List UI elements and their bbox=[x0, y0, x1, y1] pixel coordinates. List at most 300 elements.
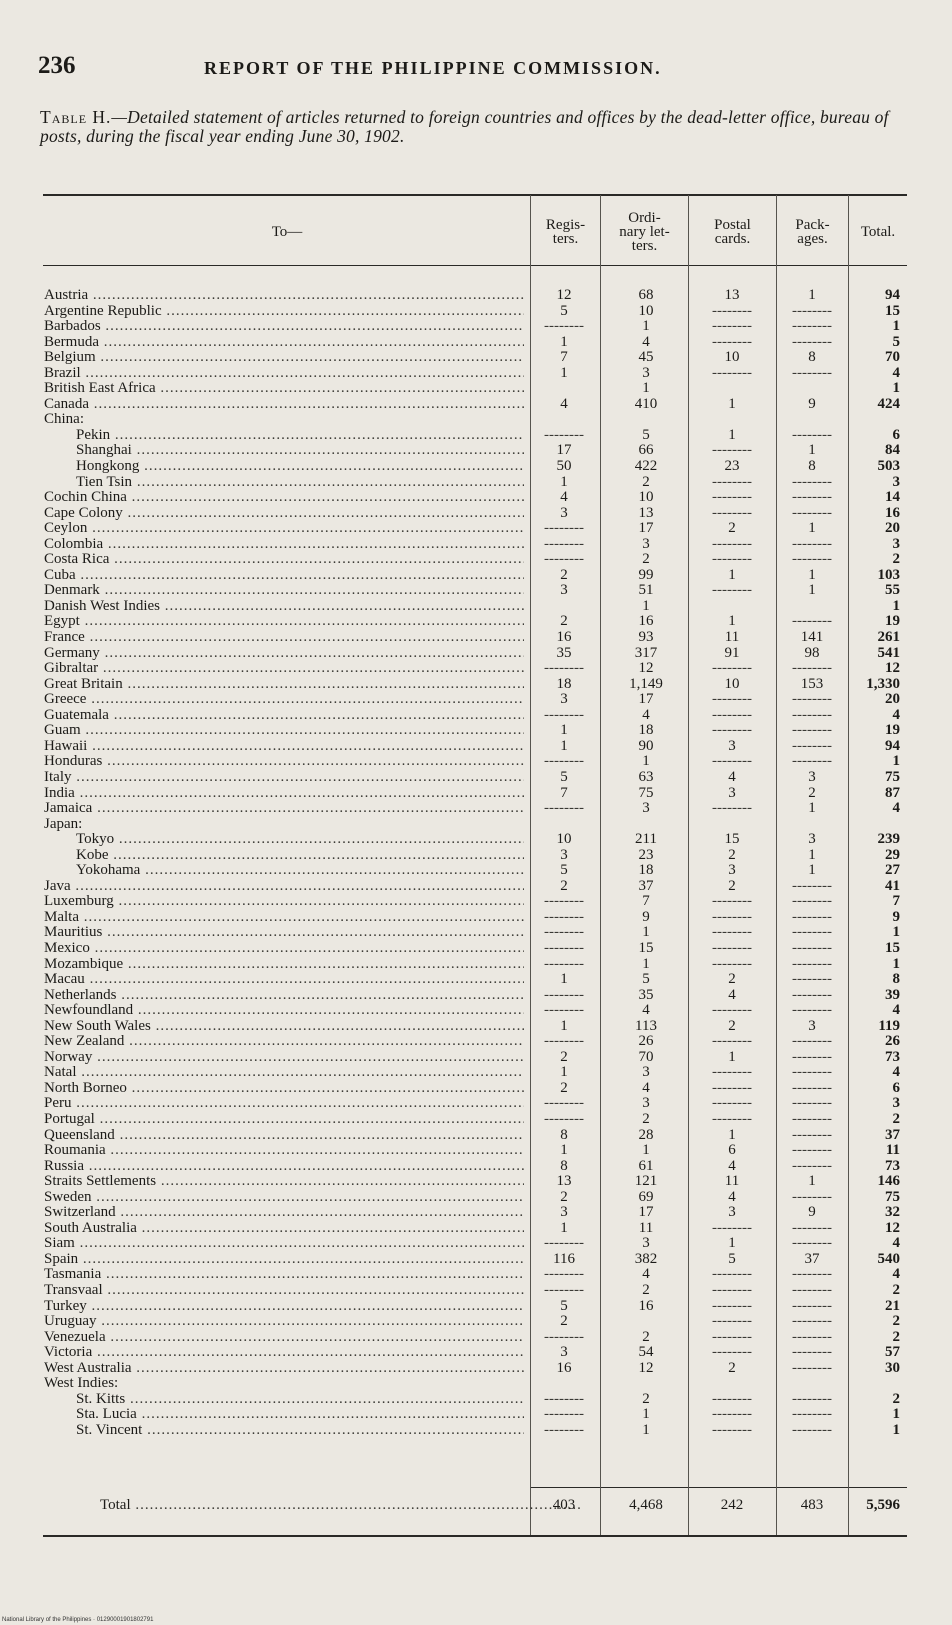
postal-cards-cell: 1 bbox=[728, 613, 736, 630]
packages-cell: 37 bbox=[804, 1250, 820, 1267]
country-label: Barbados ..... bbox=[44, 319, 524, 334]
registers-cell: 3 bbox=[560, 582, 568, 599]
country-label: Luxemburg ..... bbox=[44, 894, 524, 909]
registers-cell: 50 bbox=[556, 458, 572, 475]
ordinary-letters-cell: 17 bbox=[638, 520, 654, 537]
registers-cell: 13 bbox=[556, 1173, 572, 1190]
ordinary-letters-cell: 4 bbox=[642, 706, 650, 723]
registers-cell: 8 bbox=[560, 1126, 568, 1143]
country-label: Cochin China ..... bbox=[44, 490, 524, 505]
table-row bbox=[44, 739, 908, 755]
table-row bbox=[44, 1143, 908, 1159]
total-cell: 1 bbox=[892, 924, 900, 941]
table-row bbox=[44, 1190, 908, 1206]
country-label: Siam ..... bbox=[44, 1236, 524, 1251]
packages-cell: 3 bbox=[808, 1017, 816, 1034]
country-label: Greece ..... bbox=[44, 692, 524, 707]
packages-cell bbox=[776, 1128, 848, 1143]
country-label: Great Britain ..... bbox=[44, 677, 524, 692]
country-label: Spain ..... bbox=[44, 1252, 524, 1267]
registers-cell: 1 bbox=[560, 1142, 568, 1159]
table-row bbox=[44, 646, 908, 662]
registers-cell: 1 bbox=[560, 1017, 568, 1034]
table-row bbox=[44, 677, 908, 693]
ordinary-letters-cell: 45 bbox=[638, 349, 654, 366]
postal-cards-cell bbox=[692, 1283, 772, 1298]
ordinary-letters-cell: 211 bbox=[635, 831, 657, 848]
ordinary-letters-cell: 7 bbox=[642, 893, 650, 910]
country-label: South Australia ..... bbox=[44, 1221, 524, 1236]
postal-cards-cell: 6 bbox=[728, 1142, 736, 1159]
packages-cell: 1 bbox=[808, 800, 816, 817]
postal-cards-cell: 2 bbox=[728, 520, 736, 537]
country-label: West Australia ..... bbox=[44, 1361, 524, 1376]
ordinary-letters-cell: 2 bbox=[642, 1328, 650, 1345]
table-row bbox=[44, 583, 908, 599]
registers-cell: 1 bbox=[560, 1219, 568, 1236]
postal-cards-cell bbox=[692, 941, 772, 956]
table-caption bbox=[40, 108, 920, 146]
postal-cards-cell: 1 bbox=[728, 395, 736, 412]
packages-cell bbox=[776, 910, 848, 925]
registers-cell: 4 bbox=[560, 489, 568, 506]
ordinary-letters-cell: 2 bbox=[642, 473, 650, 490]
postal-cards-cell bbox=[692, 1096, 772, 1111]
total-cell: 3 bbox=[892, 535, 900, 552]
table-row bbox=[44, 304, 908, 320]
packages-cell bbox=[776, 1361, 848, 1376]
postal-cards-cell bbox=[692, 475, 772, 490]
total-cell: 146 bbox=[877, 1173, 900, 1190]
registers-cell bbox=[532, 754, 596, 769]
total-cell: 119 bbox=[878, 1017, 900, 1034]
ordinary-letters-cell: 4 bbox=[642, 1079, 650, 1096]
packages-cell bbox=[776, 506, 848, 521]
postal-cards-cell bbox=[692, 1034, 772, 1049]
country-label: North Borneo ..... bbox=[44, 1081, 524, 1096]
registers-cell bbox=[532, 1392, 596, 1407]
registers-cell: 12 bbox=[556, 287, 572, 303]
ordinary-letters-cell: 23 bbox=[638, 846, 654, 863]
total-cell: 503 bbox=[877, 458, 900, 475]
country-label: India ..... bbox=[44, 786, 524, 801]
ordinary-letters-cell: 2 bbox=[642, 551, 650, 568]
total-cell: 7 bbox=[892, 893, 900, 910]
total-cell: 19 bbox=[885, 722, 900, 739]
group-heading: Japan: bbox=[44, 816, 83, 832]
registers-cell: 18 bbox=[556, 675, 572, 692]
table-bottom-rule bbox=[43, 1535, 907, 1537]
total-cell: 19 bbox=[885, 613, 900, 630]
running-head: REPORT OF THE PHILIPPINE COMMISSION. bbox=[204, 58, 662, 78]
ordinary-letters-cell: 1 bbox=[642, 924, 650, 941]
total-grand: 5,596 bbox=[866, 1497, 900, 1513]
total-cell: 2 bbox=[892, 1328, 900, 1345]
country-label: Guatemala ..... bbox=[44, 708, 524, 723]
country-label: Peru ..... bbox=[44, 1096, 524, 1111]
table-row bbox=[44, 770, 908, 786]
postal-cards-cell bbox=[692, 1081, 772, 1096]
country-label: Cuba ..... bbox=[44, 568, 524, 583]
table-row bbox=[44, 381, 908, 397]
registers-cell: 2 bbox=[560, 1079, 568, 1096]
total-cell: 20 bbox=[885, 520, 900, 537]
ordinary-letters-cell: 1 bbox=[642, 318, 650, 335]
registers-cell: 35 bbox=[556, 644, 572, 661]
postal-cards-cell: 2 bbox=[728, 1017, 736, 1034]
group-heading: China: bbox=[44, 412, 84, 428]
total-cell: 9 bbox=[892, 908, 900, 925]
country-label: Tien Tsin ..... bbox=[76, 475, 524, 490]
registers-cell: 2 bbox=[560, 1313, 568, 1330]
table-row bbox=[44, 397, 908, 413]
table-row bbox=[44, 614, 908, 630]
table-row bbox=[44, 350, 908, 366]
packages-cell: 1 bbox=[808, 287, 816, 303]
ordinary-letters-cell: 3 bbox=[642, 1235, 650, 1252]
postal-cards-cell: 10 bbox=[724, 349, 740, 366]
ordinary-letters-cell: 93 bbox=[638, 629, 654, 646]
country-label: Macau ..... bbox=[44, 972, 524, 987]
scan-credit: National Library of the Philippines · 01290001901802791 bbox=[2, 1617, 154, 1623]
registers-cell bbox=[532, 1034, 596, 1049]
country-label: Costa Rica ..... bbox=[44, 552, 524, 567]
postal-cards-cell: 10 bbox=[724, 675, 740, 692]
table-row bbox=[44, 475, 908, 491]
country-label: Norway ..... bbox=[44, 1050, 524, 1065]
ordinary-letters-cell: 35 bbox=[638, 986, 654, 1003]
ordinary-letters-cell: 13 bbox=[638, 504, 654, 521]
packages-cell bbox=[776, 1081, 848, 1096]
postal-cards-cell: 2 bbox=[728, 1359, 736, 1376]
packages-cell bbox=[776, 552, 848, 567]
table-row bbox=[44, 459, 908, 475]
country-label: Austria ..... bbox=[44, 288, 524, 303]
packages-cell bbox=[776, 957, 848, 972]
group-heading: West Indies: bbox=[44, 1376, 119, 1392]
ordinary-letters-cell: 11 bbox=[638, 1219, 654, 1236]
total-cell: 2 bbox=[892, 1390, 900, 1407]
total-ordinary-letters: 4,468 bbox=[629, 1497, 663, 1513]
total-packages: 483 bbox=[800, 1497, 824, 1513]
packages-cell bbox=[776, 1143, 848, 1158]
country-label: Danish West Indies ..... bbox=[44, 599, 524, 614]
packages-cell bbox=[776, 475, 848, 490]
ordinary-letters-cell: 66 bbox=[638, 442, 654, 459]
country-label: Malta ..... bbox=[44, 910, 524, 925]
registers-cell: 1 bbox=[560, 1064, 568, 1081]
total-cell: 87 bbox=[885, 784, 900, 801]
registers-cell bbox=[532, 1267, 596, 1282]
postal-cards-cell bbox=[692, 506, 772, 521]
postal-cards-cell: 1 bbox=[728, 1048, 736, 1065]
country-label: Gibraltar ..... bbox=[44, 661, 524, 676]
registers-cell: 10 bbox=[556, 831, 572, 848]
packages-cell bbox=[776, 1267, 848, 1282]
packages-cell bbox=[776, 941, 848, 956]
packages-cell: 98 bbox=[804, 644, 820, 661]
packages-cell: 9 bbox=[808, 1204, 816, 1221]
ordinary-letters-cell: 10 bbox=[638, 302, 654, 319]
ordinary-letters-cell: 15 bbox=[638, 939, 654, 956]
registers-cell: 17 bbox=[556, 442, 572, 459]
ordinary-letters-cell: 2 bbox=[642, 1390, 650, 1407]
postal-cards-cell bbox=[692, 692, 772, 707]
registers-cell: 3 bbox=[560, 504, 568, 521]
postal-cards-cell: 3 bbox=[728, 737, 736, 754]
total-cell: 424 bbox=[877, 395, 900, 412]
ordinary-letters-cell: 121 bbox=[634, 1173, 658, 1190]
registers-cell: 2 bbox=[560, 566, 568, 583]
registers-cell bbox=[532, 894, 596, 909]
postal-cards-cell bbox=[692, 490, 772, 505]
total-cell: 21 bbox=[885, 1297, 900, 1314]
country-label: Canada ..... bbox=[44, 397, 524, 412]
country-label: Bermuda ..... bbox=[44, 335, 524, 350]
registers-cell bbox=[532, 925, 596, 940]
table-row bbox=[44, 1159, 908, 1175]
table-row bbox=[44, 1019, 908, 1035]
registers-cell: 3 bbox=[560, 1344, 568, 1361]
table-row bbox=[44, 568, 908, 584]
total-cell: 84 bbox=[885, 442, 900, 459]
registers-cell bbox=[532, 552, 596, 567]
table-row bbox=[44, 786, 908, 802]
postal-cards-cell: 11 bbox=[724, 1173, 740, 1190]
registers-cell: 16 bbox=[556, 1359, 572, 1376]
postal-cards-cell bbox=[692, 910, 772, 925]
postal-cards-cell: 2 bbox=[728, 971, 736, 988]
table-row bbox=[44, 1112, 908, 1128]
total-cell: 4 bbox=[892, 800, 900, 817]
postal-cards-cell bbox=[692, 1345, 772, 1360]
total-cell: 4 bbox=[892, 364, 900, 381]
table-row bbox=[44, 537, 908, 553]
country-label: Turkey ..... bbox=[44, 1299, 524, 1314]
column-header-ordinary-letters: Ordi- nary let- ters. bbox=[619, 210, 670, 254]
country-label: Belgium ..... bbox=[44, 350, 524, 365]
total-cell: 1 bbox=[892, 753, 900, 770]
total-cell: 41 bbox=[885, 877, 900, 894]
packages-cell bbox=[776, 1392, 848, 1407]
table-row bbox=[44, 972, 908, 988]
total-cell: 15 bbox=[885, 939, 900, 956]
registers-cell: 4 bbox=[560, 395, 568, 412]
country-label: Argentine Republic ..... bbox=[44, 304, 524, 319]
packages-cell bbox=[776, 972, 848, 987]
ordinary-letters-cell: 410 bbox=[634, 395, 658, 412]
registers-cell bbox=[532, 1003, 596, 1018]
registers-cell: 3 bbox=[560, 1204, 568, 1221]
postal-cards-cell: 4 bbox=[728, 986, 736, 1003]
registers-cell: 1 bbox=[560, 722, 568, 739]
country-label: Italy ..... bbox=[44, 770, 524, 785]
registers-cell: 3 bbox=[560, 691, 568, 708]
total-cell: 540 bbox=[877, 1250, 900, 1267]
postal-cards-cell: 1 bbox=[728, 1126, 736, 1143]
caption-label: Table H. bbox=[40, 107, 112, 127]
postal-cards-cell bbox=[692, 537, 772, 552]
total-cell: 30 bbox=[885, 1359, 900, 1376]
packages-cell bbox=[776, 723, 848, 738]
table-row bbox=[44, 941, 908, 957]
total-cell: 1 bbox=[892, 318, 900, 335]
registers-cell bbox=[532, 1096, 596, 1111]
country-label: Germany ..... bbox=[44, 646, 524, 661]
total-separator bbox=[530, 1487, 907, 1488]
total-cell: 29 bbox=[885, 846, 900, 863]
total-cell: 16 bbox=[885, 504, 900, 521]
ordinary-letters-cell: 1 bbox=[642, 1421, 650, 1438]
packages-cell: 153 bbox=[800, 675, 824, 692]
country-label: Transvaal ..... bbox=[44, 1283, 524, 1298]
total-cell: 4 bbox=[892, 1002, 900, 1019]
total-cell: 27 bbox=[885, 862, 900, 879]
packages-cell bbox=[776, 739, 848, 754]
ordinary-letters-cell: 17 bbox=[638, 691, 654, 708]
packages-cell: 1 bbox=[808, 520, 816, 537]
postal-cards-cell: 23 bbox=[724, 458, 740, 475]
table-row bbox=[44, 1330, 908, 1346]
total-postal-cards: 242 bbox=[720, 1497, 744, 1513]
total-cell: 75 bbox=[885, 768, 900, 785]
total-cell: 15 bbox=[885, 302, 900, 319]
packages-cell bbox=[776, 614, 848, 629]
total-cell: 239 bbox=[877, 831, 900, 848]
table-row bbox=[44, 1283, 908, 1299]
packages-cell bbox=[776, 754, 848, 769]
total-cell: 5 bbox=[892, 333, 900, 350]
ordinary-letters-cell: 113 bbox=[635, 1017, 657, 1034]
ordinary-letters-cell: 1 bbox=[642, 1406, 650, 1423]
total-cell: 4 bbox=[892, 1235, 900, 1252]
table-row bbox=[44, 1376, 908, 1392]
registers-cell: 116 bbox=[553, 1250, 575, 1267]
table-row bbox=[44, 988, 908, 1004]
country-label: New Zealand ..... bbox=[44, 1034, 524, 1049]
registers-cell bbox=[532, 319, 596, 334]
country-label: Russia ..... bbox=[44, 1159, 524, 1174]
country-label: Shanghai ..... bbox=[76, 443, 524, 458]
packages-cell bbox=[776, 1330, 848, 1345]
packages-cell bbox=[776, 925, 848, 940]
country-label: Ceylon ..... bbox=[44, 521, 524, 536]
country-label: Yokohama ..... bbox=[76, 863, 524, 878]
column-header-packages: Pack- ages. bbox=[795, 217, 830, 247]
postal-cards-cell bbox=[692, 583, 772, 598]
ordinary-letters-cell: 9 bbox=[642, 908, 650, 925]
total-cell: 11 bbox=[885, 1142, 900, 1159]
country-label: France ..... bbox=[44, 630, 524, 645]
ordinary-letters-cell: 18 bbox=[638, 722, 654, 739]
table-row bbox=[44, 1081, 908, 1097]
ordinary-letters-cell: 18 bbox=[638, 862, 654, 879]
ordinary-letters-cell: 54 bbox=[638, 1344, 654, 1361]
packages-cell bbox=[776, 1407, 848, 1422]
country-label: Jamaica ..... bbox=[44, 801, 524, 816]
ordinary-letters-cell: 12 bbox=[638, 1359, 654, 1376]
packages-cell: 1 bbox=[808, 846, 816, 863]
total-cell: 55 bbox=[885, 582, 900, 599]
registers-cell bbox=[532, 1330, 596, 1345]
packages-cell bbox=[776, 335, 848, 350]
country-label: St. Vincent ..... bbox=[76, 1423, 524, 1438]
packages-cell: 3 bbox=[808, 831, 816, 848]
ordinary-letters-cell: 3 bbox=[642, 800, 650, 817]
total-cell: 94 bbox=[885, 737, 900, 754]
postal-cards-cell: 3 bbox=[728, 784, 736, 801]
ordinary-letters-cell: 51 bbox=[638, 582, 654, 599]
table-row bbox=[44, 288, 908, 304]
table-row bbox=[44, 599, 908, 615]
total-cell: 12 bbox=[885, 1219, 900, 1236]
table-body bbox=[44, 288, 908, 1438]
packages-cell bbox=[776, 1236, 848, 1251]
postal-cards-cell bbox=[692, 335, 772, 350]
total-cell: 73 bbox=[885, 1048, 900, 1065]
registers-cell bbox=[532, 1283, 596, 1298]
table-row bbox=[44, 1361, 908, 1377]
registers-cell: 5 bbox=[560, 302, 568, 319]
total-cell: 37 bbox=[885, 1126, 900, 1143]
country-label: Denmark ..... bbox=[44, 583, 524, 598]
registers-cell bbox=[532, 1407, 596, 1422]
ordinary-letters-cell: 1 bbox=[642, 380, 650, 397]
packages-cell: 1 bbox=[808, 1173, 816, 1190]
postal-cards-cell: 2 bbox=[728, 877, 736, 894]
registers-cell: 5 bbox=[560, 862, 568, 879]
packages-cell bbox=[776, 428, 848, 443]
total-row bbox=[44, 1497, 908, 1517]
table-row bbox=[44, 443, 908, 459]
registers-cell bbox=[532, 910, 596, 925]
total-cell: 32 bbox=[885, 1204, 900, 1221]
table-row bbox=[44, 1423, 908, 1439]
postal-cards-cell: 2 bbox=[728, 846, 736, 863]
country-label: British East Africa ..... bbox=[44, 381, 524, 396]
packages-cell: 1 bbox=[808, 442, 816, 459]
country-label: Newfoundland ..... bbox=[44, 1003, 524, 1018]
ordinary-letters-cell: 3 bbox=[642, 1095, 650, 1112]
postal-cards-cell: 11 bbox=[724, 629, 740, 646]
table-row bbox=[44, 817, 908, 833]
packages-cell bbox=[776, 1159, 848, 1174]
postal-cards-cell bbox=[692, 894, 772, 909]
total-cell: 2 bbox=[892, 1313, 900, 1330]
packages-cell bbox=[776, 661, 848, 676]
ordinary-letters-cell: 3 bbox=[642, 1064, 650, 1081]
postal-cards-cell bbox=[692, 1003, 772, 1018]
ordinary-letters-cell: 16 bbox=[638, 613, 654, 630]
registers-cell: 5 bbox=[560, 768, 568, 785]
postal-cards-cell: 4 bbox=[728, 1188, 736, 1205]
postal-cards-cell bbox=[692, 754, 772, 769]
country-label: Victoria ..... bbox=[44, 1345, 524, 1360]
packages-cell bbox=[776, 1423, 848, 1438]
ordinary-letters-cell: 5 bbox=[642, 426, 650, 443]
registers-cell bbox=[532, 801, 596, 816]
postal-cards-cell bbox=[692, 1267, 772, 1282]
total-cell: 57 bbox=[885, 1344, 900, 1361]
column-header-total: Total. bbox=[860, 224, 896, 240]
packages-cell: 3 bbox=[808, 768, 816, 785]
country-label: Switzerland ..... bbox=[44, 1205, 524, 1220]
total-cell: 70 bbox=[885, 349, 900, 366]
ordinary-letters-cell: 17 bbox=[638, 1204, 654, 1221]
total-cell: 8 bbox=[892, 971, 900, 988]
postal-cards-cell: 1 bbox=[728, 566, 736, 583]
country-label: Netherlands ..... bbox=[44, 988, 524, 1003]
